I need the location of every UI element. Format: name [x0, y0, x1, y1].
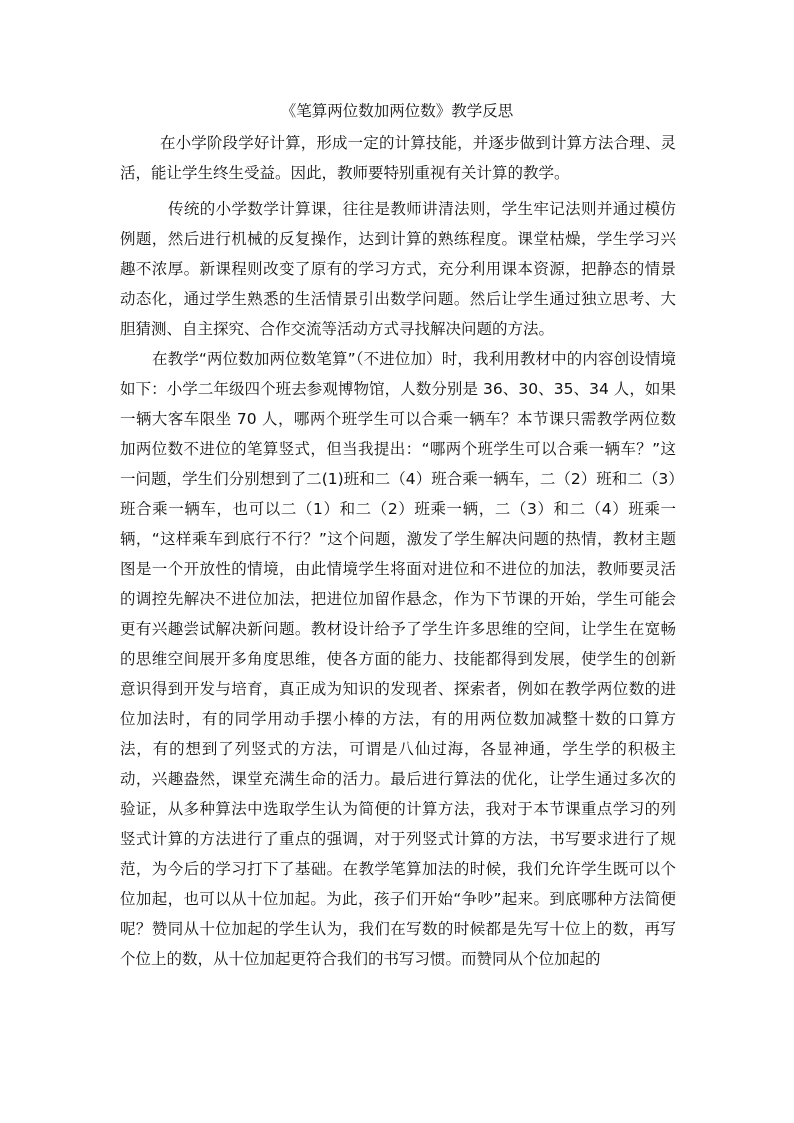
paragraph-traditional-teaching: 传统的小学数学计算课，往往是教师讲清法则，学生牢记法则并通过模仿例题，然后进行机械的反复操作，达到计算的熟练程度。课堂枯燥，学生学习兴趣不浓厚。新课程则改变了原有的学习方式，充分利用课本资源，把静态的情景动态化，通过学生熟悉的生活情景引出数学问题。然后让学生通过独立思考、大胆猜测、自主探究、合作交流等活动方式寻找解决问题的方法。	[120, 200, 676, 338]
paragraph-intro: 在小学阶段学好计算，形成一定的计算技能，并逐步做到计算方法合理、灵活，能让学生终生受益。因此，教师要特别重视有关计算的教学。	[120, 134, 676, 182]
paragraph-classroom-example: 在教学“两位数加两位数笔算”（不进位加）时，我利用教材中的内容创设情境如下：小学二年级四个班去参观博物馆，人数分别是 36、30、35、34 人，如果一辆大客车限坐 70 人，哪两个班学生可以合乘一辆车？本节课只需教学两位数加两位数不进位的笔算竖式，但当我提出：“哪两个班学生可以合乘一辆车？”这一问题，学生们分别想到了二(1)班和二（4）班合乘一辆车，二（2）班和二（3）班合乘一辆车，也可以二（1）和二（2）班乘一辆，二（3）和二（4）班乘一辆，“这样乘车到底行不行？”这个问题，激发了学生解决问题的热情，教材主题图是一个开放性的情境，由此情境学生将面对进位和不进位的加法，教师要灵活的调控先解决不进位加法，把进位加留作悬念，作为下节课的开始，学生可能会更有兴趣尝试解决新问题。教材设计给予了学生许多思维的空间，让学生在宽畅的思维空间展开多角度思维，使各方面的能力、技能都得到发展，使学生的创新意识得到开发与培育，真正成为知识的发现者、探索者，例如在教学两位数的进位加法时，有的同学用动手摆小棒的方法，有的用两位数加减整十数的口算方法，有的想到了列竖式的方法，可谓是八仙过海，各显神通，学生学的积极主动，兴趣盎然，课堂充满生命的活力。最后进行算法的优化，让学生通过多次的验证，从多种算法中选取学生认为简便的计算方法，我对于本节课重点学习的列竖式计算的方法进行了重点的强调，对于列竖式计算的方法，书写要求进行了规范，为今后的学习打下了基础。在教学笔算加法的时候，我们允许学生既可以个位加起，也可以从十位加起。为此，孩子们开始“争吵”起来。到底哪种方法简便呢？赞同从十位加起的学生认为，我们在写数的时候都是先写十位上的数，再写个位上的数，从十位加起更符合我们的书写习惯。而赞同从个位加起的	[120, 350, 676, 968]
document-title: 《笔算两位数加两位数》教学反思	[280, 102, 514, 120]
